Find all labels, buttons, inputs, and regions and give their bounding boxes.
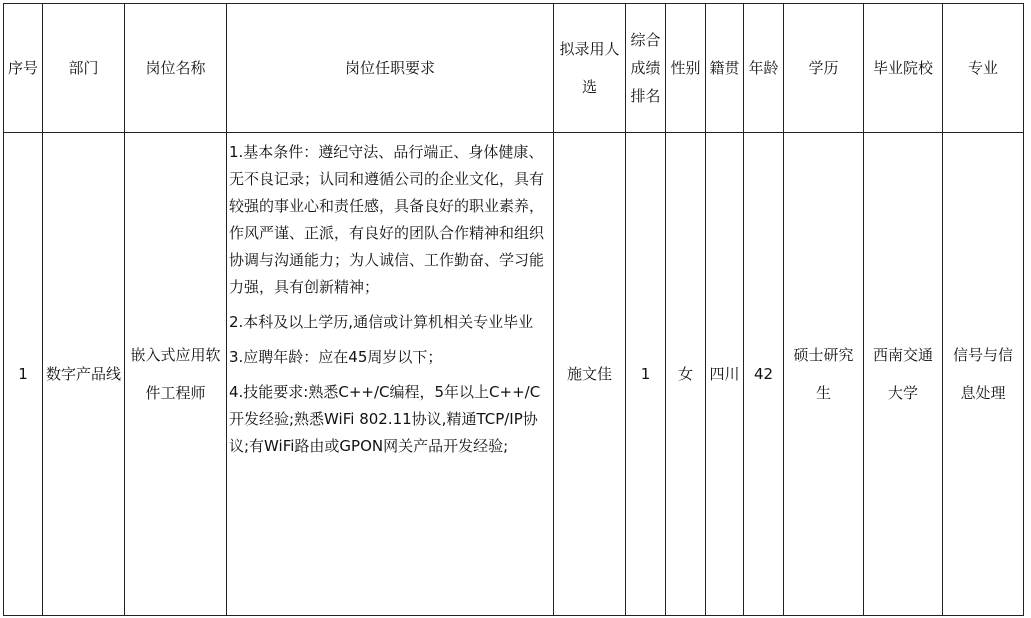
- header-rank: 综合成绩排名: [626, 4, 666, 133]
- header-position: 岗位名称: [125, 4, 227, 133]
- cell-seq: 1: [4, 133, 43, 616]
- cell-rank: 1: [626, 133, 666, 616]
- header-age: 年龄: [744, 4, 784, 133]
- header-candidate: 拟录用人选: [554, 4, 626, 133]
- requirement-age: 3.应聘年龄：应在45周岁以下；: [229, 348, 443, 366]
- header-dept: 部门: [43, 4, 125, 133]
- cell-candidate: 施文佳: [554, 133, 626, 616]
- header-gender: 性别: [666, 4, 706, 133]
- recruitment-table: [3, 3, 1024, 616]
- table-row: [4, 133, 1024, 616]
- requirement-basic: 1.基本条件：遵纪守法、品行端正、身体健康、无不良记录；认同和遵循公司的企业文化，具有较强的事业心和责任感，具备良好的职业素养，作风严谨、正派，有良好的团队合作精神和组织协调与沟通能力；为人诚信、工作勤奋、学习能力强，具有创新精神；: [229, 143, 545, 296]
- header-origin: 籍贯: [706, 4, 744, 133]
- requirement-degree: 2.本科及以上学历,通信或计算机相关专业毕业: [229, 313, 534, 331]
- header-row: [4, 4, 1024, 133]
- header-school: 毕业院校: [864, 4, 943, 133]
- cell-age: 42: [744, 133, 784, 616]
- cell-origin: 四川: [706, 133, 744, 616]
- cell-requirements: [227, 133, 554, 616]
- cell-gender: 女: [666, 133, 706, 616]
- cell-major: 信号与信息处理: [943, 133, 1024, 616]
- cell-dept: 数字产品线: [43, 133, 125, 616]
- header-major: 专业: [943, 4, 1024, 133]
- cell-education: 硕士研究生: [784, 133, 864, 616]
- header-education: 学历: [784, 4, 864, 133]
- cell-position: 嵌入式应用软件工程师: [125, 133, 227, 616]
- requirement-skills: 4.技能要求:熟悉C++/C编程，5年以上C++/C开发经验;熟悉WiFi 802.11协议,精通TCP/IP协议;有WiFi路由或GPON网关产品开发经验;: [229, 383, 541, 455]
- header-requirements: 岗位任职要求: [227, 4, 554, 133]
- header-seq: 序号: [4, 4, 43, 133]
- cell-school: 西南交通大学: [864, 133, 943, 616]
